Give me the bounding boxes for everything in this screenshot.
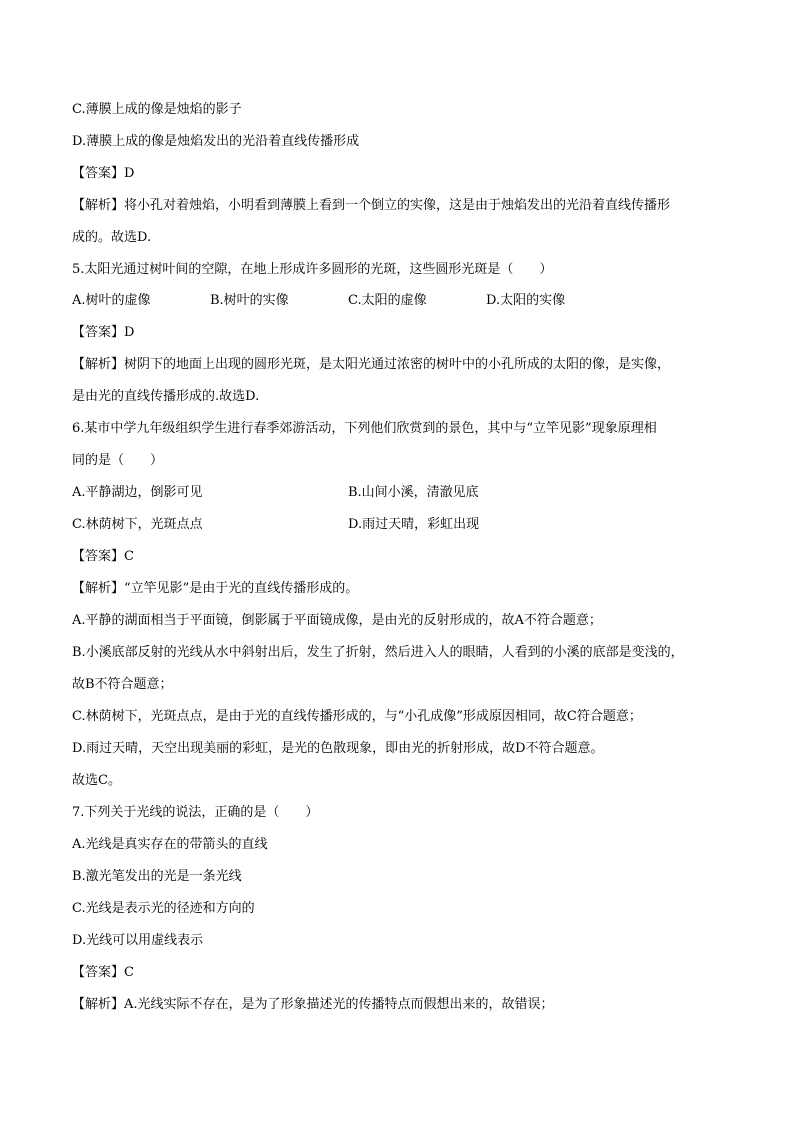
q6-analysis-b-line-1: B.小溪底部反射的光线从水中斜射出后，发生了折射，然后进入人的眼睛，人看到的小溪的底部是变浅的，: [72, 645, 684, 660]
q4-analysis-line-2: 成的。故选D.: [72, 230, 152, 245]
q6-analysis-b-line-2: 故B不符合题意；: [72, 677, 173, 692]
q6-question-line-1: 6.某市中学九年级组织学生进行春季郊游活动，下列他们欣赏到的景色，其中与“立竿见影”现象原理相: [72, 421, 657, 436]
q5-option-b: B.树叶的实像: [210, 293, 289, 308]
q6-analysis-intro: 【解析】“立竿见影”是由于光的直线传播形成的。: [72, 581, 359, 596]
q7-option-b: B.激光笔发出的光是一条光线: [72, 869, 242, 884]
q4-answer: 【答案】D: [72, 166, 135, 181]
q5-option-a: A.树叶的虚像: [72, 293, 151, 308]
q5-option-d: D.太阳的实像: [486, 293, 566, 308]
q5-answer: 【答案】D: [72, 325, 135, 340]
q4-option-c: C.薄膜上成的像是烛焰的影子: [72, 102, 242, 117]
q6-analysis-d: D.雨过天晴，天空出现美丽的彩虹，是光的色散现象，即由光的折射形成，故D不符合题意。: [72, 741, 604, 756]
q5-analysis-line-2: 是由光的直线传播形成的.故选D.: [72, 389, 260, 404]
q6-analysis-c: C.林荫树下，光斑点点，是由于光的直线传播形成的，与“小孔成像”形成原因相同，故C符合题意；: [72, 709, 642, 724]
q6-option-b: B.山间小溪，清澈见底: [348, 485, 479, 500]
q7-option-c: C.光线是表示光的径迹和方向的: [72, 901, 255, 916]
q4-option-d: D.薄膜上成的像是烛焰发出的光沿着直线传播形成: [72, 134, 360, 149]
q7-option-d: D.光线可以用虚线表示: [72, 933, 204, 948]
q6-question-line-2: 同的是（ ）: [72, 453, 164, 468]
q7-answer: 【答案】C: [72, 965, 134, 980]
q4-analysis-line-1: 【解析】将小孔对着烛焰，小明看到薄膜上看到一个倒立的实像，这是由于烛焰发出的光沿着直线传播形: [72, 198, 671, 213]
q6-conclusion: 故选C。: [72, 773, 121, 788]
q6-option-d: D.雨过天晴，彩虹出现: [348, 517, 480, 532]
q7-option-a: A.光线是真实存在的带箭头的直线: [72, 837, 268, 852]
q5-question: 5.太阳光通过树叶间的空隙，在地上形成许多圆形的光斑，这些圆形光斑是（ ）: [72, 262, 553, 277]
q6-answer: 【答案】C: [72, 549, 134, 564]
q5-analysis-line-1: 【解析】树阴下的地面上出现的圆形光斑，是太阳光通过浓密的树叶中的小孔所成的太阳的像，是实像，: [72, 357, 671, 372]
q6-analysis-a: A.平静的湖面相当于平面镜，倒影属于平面镜成像，是由光的反射形成的，故A不符合题意；: [72, 613, 602, 628]
q7-analysis-a: 【解析】A.光线实际不存在，是为了形象描述光的传播特点而假想出来的，故错误；: [72, 997, 554, 1012]
q6-option-a: A.平静湖边，倒影可见: [72, 485, 203, 500]
q6-option-c: C.林荫树下，光斑点点: [72, 517, 203, 532]
q7-question: 7.下列关于光线的说法，正确的是（ ）: [72, 805, 319, 820]
q5-option-c: C.太阳的虚像: [348, 293, 427, 308]
